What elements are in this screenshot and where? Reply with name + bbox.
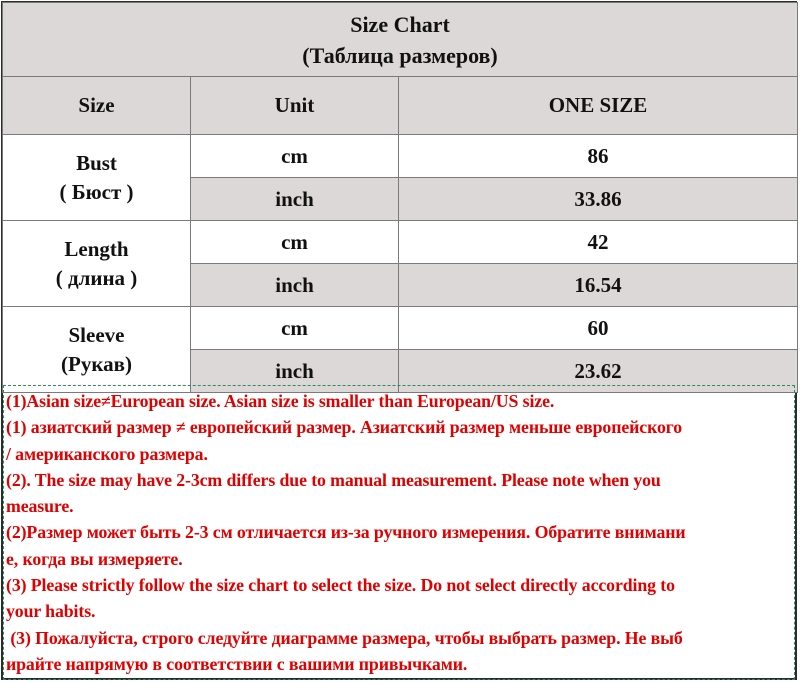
note-line: (1)Asian size≠European size. Asian size is smaller than European/US size. [6,391,555,411]
note-line: (2). The size may have 2-3cm differs due to manual measurement. Please note when you [6,469,661,490]
header-one-size: ONE SIZE [399,77,798,135]
title-row [3,3,798,77]
note-line: е, когда вы измеряете. [6,548,183,569]
unit-cell: cm [191,221,399,264]
value-cell: 86 [399,135,798,178]
value-cell: 16.54 [399,264,798,307]
note-line: (3) Please strictly follow the size chart to select the size. Do not select directly according to [6,575,675,596]
table-row [3,135,798,178]
unit-cell: cm [191,135,399,178]
row-label-ru: ( Бюст ) [59,179,134,204]
value-cell: 23.62 [399,350,798,393]
note-line: (2)Размер может быть 2-3 см отличается из-за ручного измерения. Обратите внимани [6,522,686,543]
table-row [3,307,798,350]
chart-title-en: Size Chart [350,11,450,37]
note-line: (3) Пожалуйста, строго следуйте диаграмме размера, чтобы выбрать размер. Не выб [6,627,683,648]
note-line: ирайте напрямую в соответствии с вашими привычками. [6,653,468,674]
value-cell: 33.86 [399,178,798,221]
table-row [3,221,798,264]
note-line: your habits. [6,601,96,622]
note-line: (1) азиатский размер ≠ европейский размер. Азиатский размер меньше европейского [6,417,683,438]
header-unit: Unit [191,77,399,135]
row-label-sleeve [3,307,191,393]
value-cell: 60 [399,307,798,350]
row-label-bust [3,135,191,221]
unit-cell: cm [191,307,399,350]
row-label-en: Sleeve [68,322,125,347]
header-size: Size [3,77,191,135]
note-line: / американского размера. [6,443,208,464]
header-row [3,77,798,135]
row-label-length [3,221,191,307]
unit-cell: inch [191,350,399,393]
row-label-ru: ( длина ) [55,265,138,290]
row-label-en: Length [64,236,129,261]
unit-cell: inch [191,178,399,221]
chart-title-ru: (Таблица размеров) [302,42,498,68]
size-chart-table [2,2,798,393]
row-label-en: Bust [76,150,117,175]
row-label-ru: (Рукав) [61,351,132,376]
value-cell: 42 [399,221,798,264]
notes-box [3,385,795,680]
note-line: measure. [6,496,74,517]
unit-cell: inch [191,264,399,307]
chart-title [3,3,798,77]
